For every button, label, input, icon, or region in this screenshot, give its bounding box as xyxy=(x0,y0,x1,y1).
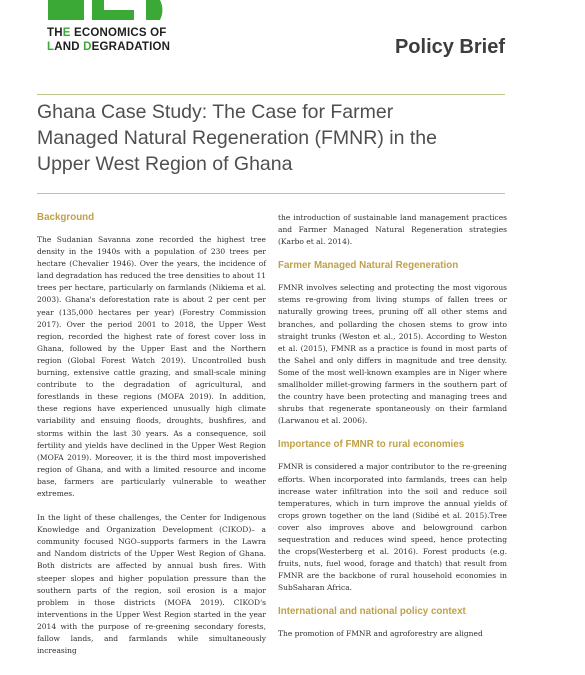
section-heading-fmnr: Farmer Managed Natural Regeneration xyxy=(278,260,459,272)
body-paragraph: In the light of these challenges, the Center for Indigenous Knowledge and Organization Development (CIKOD)– a community focused NGO–supports farmers in the Lawra and Nandom districts of the Upper West Region of Ghana. Both districts are affected by annual bush fires. With steeper slopes and higher population pressure than the southern parts of the region, soil erosion is a major problem in those districts (MOFA 2019). CIKOD's interventions in the Upper West Region started in the year 2014 with the purpose of re-greening secondary forests, fallow lands, and farmlands while simultaneously increasing xyxy=(37,513,266,656)
section-heading-policy-context: International and national policy context xyxy=(278,606,466,618)
body-paragraph: FMNR involves selecting and protecting the most vigorous stems re-growing from living stumps of fallen trees or naturally growing trees, pruning off all other stems and branches, and pollarding the chosen stems to grow into straight trunks (Weston et al., 2015). According to Weston et al. (2015), FMNR as a practice is found in most parts of the Sahel and only differs in magnitude and tree density. Some of the most well-known examples are in Niger where smallholder millet-growing farmers in the southern part of the country have been protecting and managing trees and shrubs that regenerate spontaneously on their farmland (Larwanou et al. 2006). xyxy=(278,283,507,426)
divider-bottom xyxy=(37,193,505,194)
eld-logo-text xyxy=(47,26,170,54)
eld-logo-mark xyxy=(48,0,183,22)
body-paragraph: The promotion of FMNR and agroforestry are aligned xyxy=(278,629,483,639)
section-heading-importance: Importance of FMNR to rural economies xyxy=(278,439,465,451)
right-column xyxy=(278,212,507,653)
logo-line-2: LAND DEGRADATION xyxy=(47,41,171,53)
policy-brief-label: Policy Brief xyxy=(394,36,505,58)
logo-letter-d xyxy=(146,0,162,20)
logo-line-1: THE ECONOMICS OF xyxy=(47,27,167,39)
left-column xyxy=(37,212,266,669)
page-title: Ghana Case Study: The Case for Farmer Managed Natural Regeneration (FMNR) in the Upper West Region of Ghana xyxy=(37,101,437,175)
logo-letter-l xyxy=(92,0,104,20)
section-heading-background: Background xyxy=(37,212,95,223)
body-paragraph: the introduction of sustainable land management practices and Farmer Managed Natural Regeneration strategies (Karbo et al. 2014). xyxy=(278,213,507,247)
body-paragraph: FMNR is considered a major contributor to the re-greening efforts. When incorporated into farmlands, trees can help increase water infiltration into the soil and reduce soil temperatures, which in turn improve the annual yields of crops grown together on the land (Sidibé et al. 2015).Tree cover also improves above and belowground carbon sequestration and reduces wind speed, hence protecting the crops(Westerberg et al. 2016). Forest products (e.g. fruits, nuts, fuel wood, forage and thatch) that result from FMNR are the backbone of rural household economies in SubSaharan Africa. xyxy=(278,462,507,593)
divider-top xyxy=(37,94,505,95)
logo-letter-e xyxy=(48,0,84,20)
body-paragraph: The Sudanian Savanna zone recorded the highest tree density in the 1940s with a population of 230 trees per hectare (Chevalier 1946). Over the years, the incidence of land degradation has reduced the tree densities to about 11 trees per hectare, particularly on farmlands (Nikiema et al. 2003). Ghana's deforestation rate is about 2 per cent per year (135,000 hectares per year) (Forestry Commission 2017). Over the period 2001 to 2018, the Upper West region, recorded the highest rate of forest cover loss in Ghana, followed by the Upper East and the Northern region (Global Forest Watch 2019). Uncontrolled bush burning, extensive cattle grazing, and small-scale mining contribute to the degradation of agricultural, and forestlands in these regions (MOFA 2019). In addition, these regions have experienced unusually high climate variability and ensuing floods, droughts, bushfires, and storms within the last 30 years. As a consequence, soil fertility and yields have declined in the Upper West Region (MOFA 2019). Moreover, it is the third most impoverished region of Ghana, and with a limited resource and income base, farmers are particularly vulnerable to weather extremes. xyxy=(37,235,266,498)
